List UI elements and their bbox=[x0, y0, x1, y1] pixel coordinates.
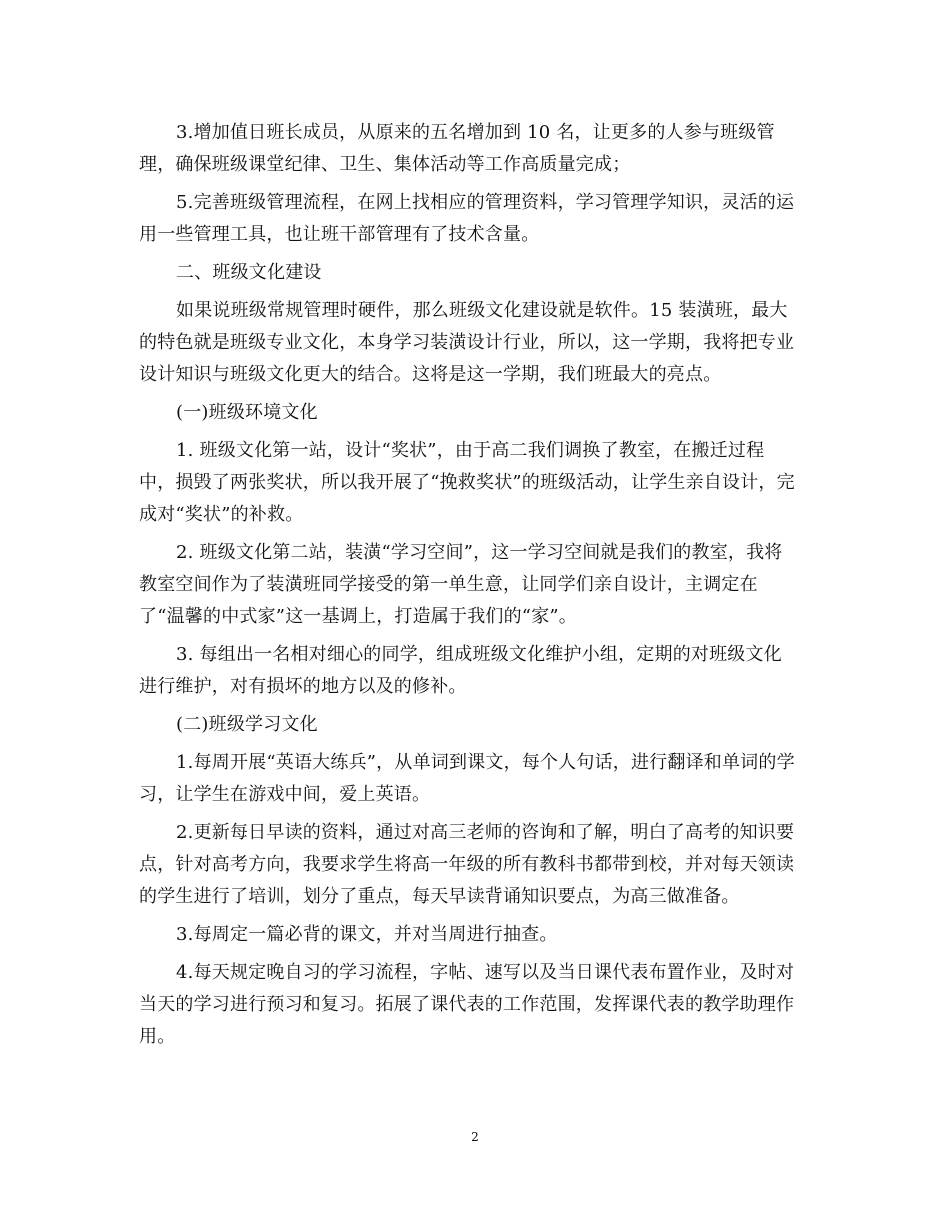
paragraph-increase-monitors bbox=[139, 117, 811, 181]
paragraph-english-practice bbox=[139, 747, 811, 811]
paragraph-line: 的学生进行了培训，划分了重点，每天早读背诵知识要点，为高三做准备。 bbox=[139, 886, 740, 907]
paragraph-line: 的特色就是班级专业文化，本身学习装潢设计行业，所以，这一学期，我将把专业 bbox=[139, 332, 795, 353]
paragraph-line: 点，针对高考方向，我要求学生将高一年级的所有教科书都带到校，并对每天领读 bbox=[139, 854, 795, 875]
paragraph-line: 1.每周开展“英语大练兵”，从单词到课文，每个人句话，进行翻译和单词的学 bbox=[176, 752, 795, 773]
paragraph-line: 如果说班级常规管理时硬件，那么班级文化建设就是软件。15 装潢班，最大 bbox=[176, 300, 788, 321]
paragraph-line: 进行维护，对有损坏的地方以及的修补。 bbox=[139, 676, 467, 697]
paragraph-line: 用。 bbox=[139, 1026, 176, 1047]
paragraph-line: 成对“奖状”的补救。 bbox=[139, 504, 304, 525]
paragraph-line: 用一些管理工具，也让班干部管理有了技术含量。 bbox=[139, 224, 540, 245]
section-heading-class-culture bbox=[139, 257, 811, 289]
paragraph-culture-intro bbox=[139, 295, 811, 391]
paragraph-line: 教室空间作为了装潢班同学接受的第一单生意，让同学们亲自设计，主调定在 bbox=[139, 574, 758, 595]
paragraph-culture-station-2 bbox=[139, 537, 811, 633]
heading-line: 二、班级文化建设 bbox=[176, 262, 322, 283]
paragraph-weekly-recitation bbox=[139, 919, 811, 951]
paragraph-culture-station-1 bbox=[139, 435, 811, 531]
paragraph-morning-reading bbox=[139, 817, 811, 913]
paragraph-line: 设计知识与班级文化更大的结合。这将是这一学期，我们班最大的亮点。 bbox=[139, 364, 722, 385]
subheading-learning-culture bbox=[139, 709, 811, 741]
subheading-environment-culture bbox=[139, 397, 811, 429]
paragraph-line: 1. 班级文化第一站，设计“奖状”，由于高二我们调换了教室，在搬迁过程 bbox=[176, 440, 765, 461]
paragraph-line: 中，损毁了两张奖状，所以我开展了“挽救奖状”的班级活动，让学生亲自设计，完 bbox=[139, 472, 795, 493]
heading-line: (一)班级环境文化 bbox=[176, 402, 318, 423]
paragraph-line: 3.增加值日班长成员，从原来的五名增加到 10 名，让更多的人参与班级管 bbox=[176, 122, 775, 143]
paragraph-maintenance-group bbox=[139, 639, 811, 703]
paragraph-line: 5.完善班级管理流程，在网上找相应的管理资料，学习管理学知识，灵活的运 bbox=[176, 192, 795, 213]
paragraph-line: 2. 班级文化第二站，装潢“学习空间”，这一学习空间就是我们的教室，我将 bbox=[176, 542, 783, 563]
paragraph-line: 习，让学生在游戏中间，爱上英语。 bbox=[139, 784, 431, 805]
paragraph-line: 了“温馨的中式家”这一基调上，打造属于我们的“家”。 bbox=[139, 606, 578, 627]
paragraph-evening-study bbox=[139, 957, 811, 1053]
heading-line: (二)班级学习文化 bbox=[176, 714, 318, 735]
paragraph-line: 4.每天规定晚自习的学习流程，字帖、速写以及当日课代表布置作业，及时对 bbox=[176, 962, 795, 983]
paragraph-line: 理，确保班级课堂纪律、卫生、集体活动等工作高质量完成； bbox=[139, 154, 631, 175]
paragraph-line: 3. 每组出一名相对细心的同学，组成班级文化维护小组，定期的对班级文化 bbox=[176, 644, 782, 665]
paragraph-line: 当天的学习进行预习和复习。拓展了课代表的工作范围，发挥课代表的教学助理作 bbox=[139, 994, 795, 1015]
document-body bbox=[139, 117, 811, 1059]
paragraph-line: 2.更新每日早读的资料，通过对高三老师的咨询和了解，明白了高考的知识要 bbox=[176, 822, 795, 843]
paragraph-management-process bbox=[139, 187, 811, 251]
page-number: 2 bbox=[471, 1130, 479, 1144]
paragraph-line: 3.每周定一篇必背的课文，并对当周进行抽查。 bbox=[176, 924, 558, 945]
